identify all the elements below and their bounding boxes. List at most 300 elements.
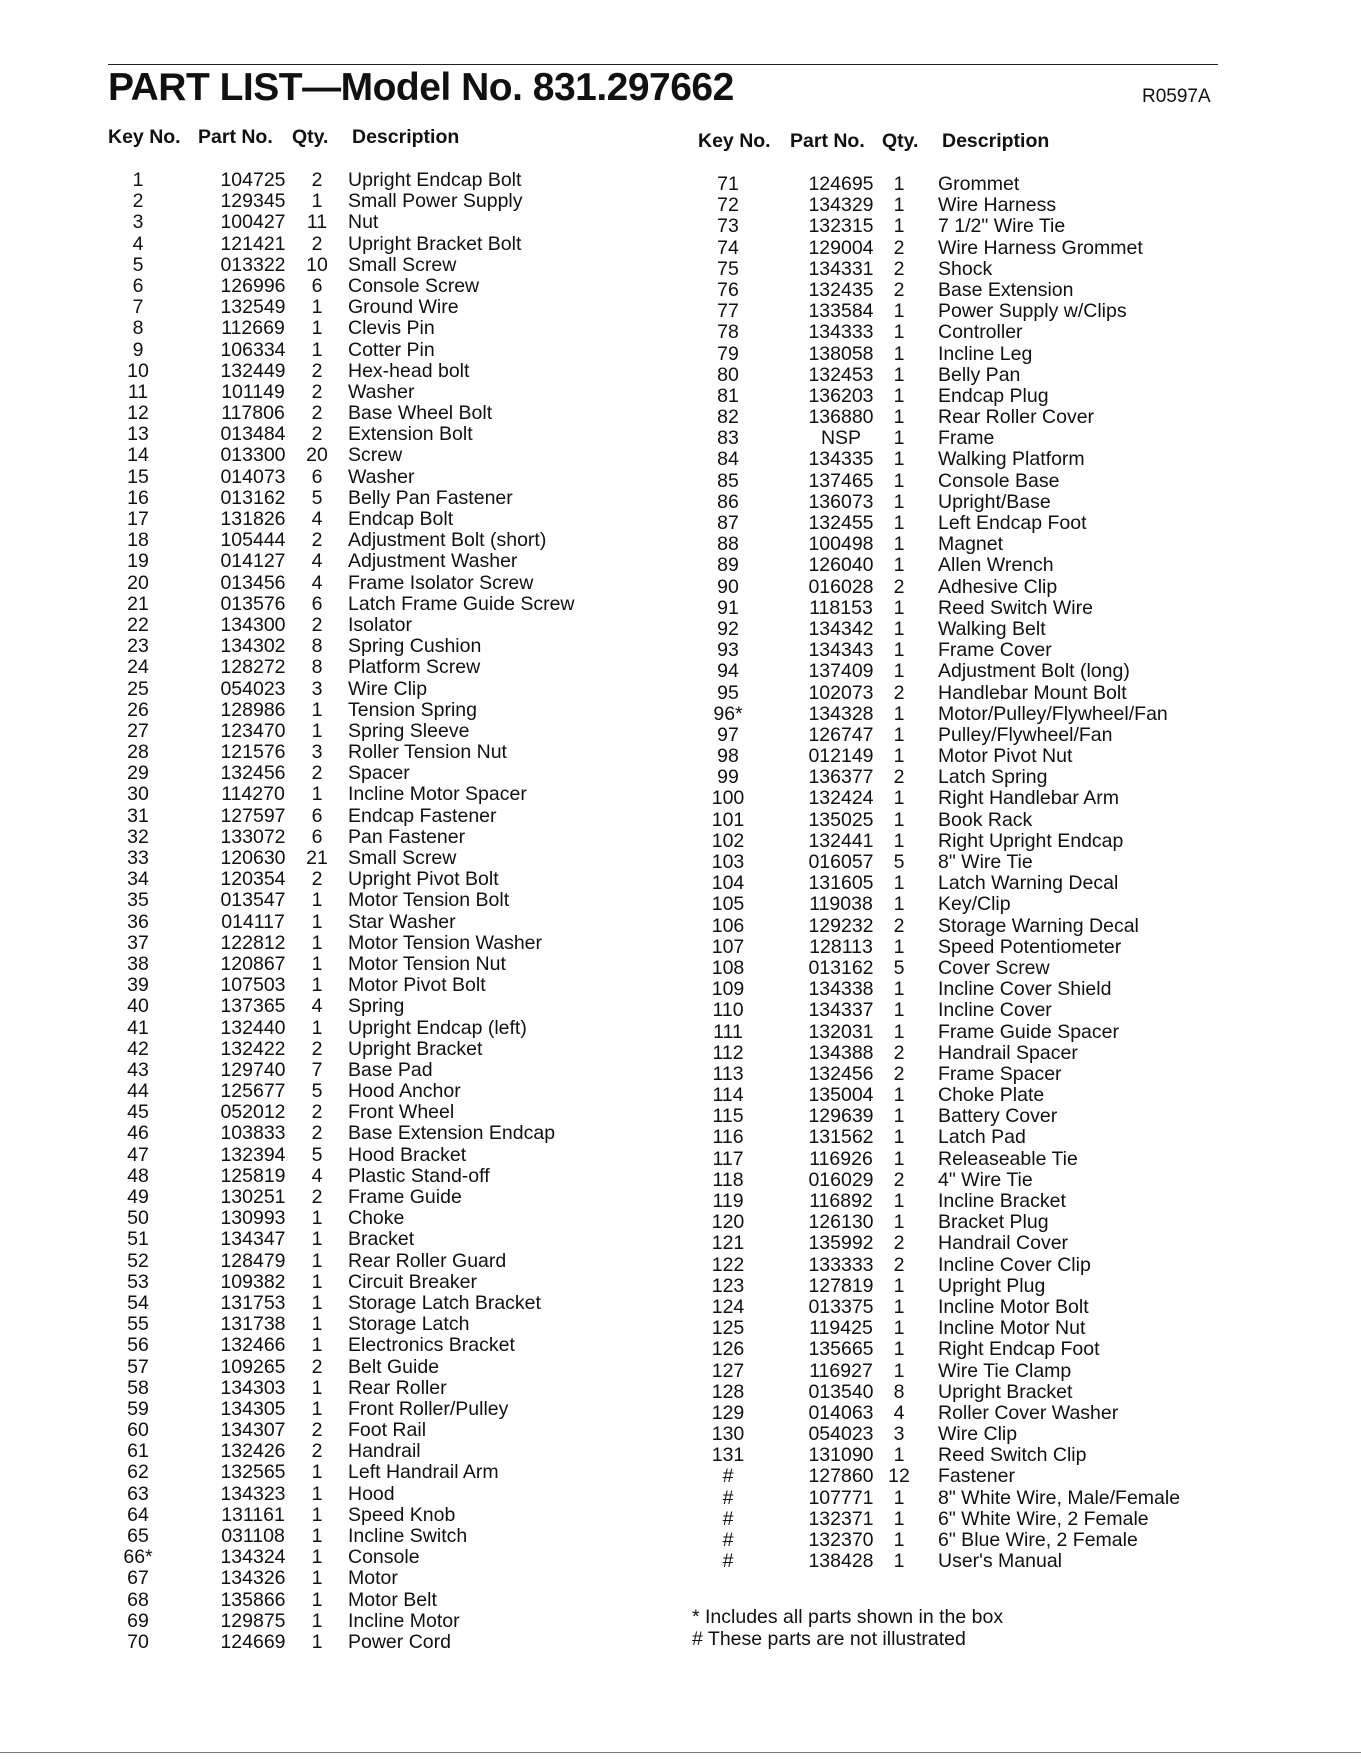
- part-no-cell: 116927: [809, 1359, 873, 1382]
- qty-cell: 1: [893, 745, 905, 768]
- part-no-cell: 132371: [808, 1507, 874, 1530]
- qty-cell: 4: [311, 995, 323, 1018]
- part-no-cell: 106334: [220, 338, 286, 361]
- key-no-cell: 32: [127, 825, 149, 848]
- part-no-cell: 107503: [220, 974, 286, 997]
- qty-cell: 1: [893, 1550, 905, 1573]
- qty-cell: 5: [893, 851, 905, 873]
- key-no-cell: 88: [717, 533, 739, 556]
- part-no-cell: 126040: [808, 554, 874, 577]
- description-cell: Console Screw: [348, 274, 480, 297]
- part-no-cell: 101149: [221, 380, 285, 403]
- key-no-cell: 47: [127, 1143, 149, 1166]
- qty-cell: 1: [893, 215, 905, 238]
- key-no-cell: 80: [717, 363, 739, 386]
- part-no-cell: 054023: [220, 677, 286, 700]
- key-no-cell: 124: [711, 1295, 745, 1318]
- qty-cell: 8: [311, 656, 323, 679]
- description-cell: Right Endcap Foot: [938, 1338, 1100, 1361]
- description-cell: Nut: [348, 211, 379, 234]
- key-no-cell: 31: [127, 804, 149, 827]
- part-no-cell: 131090: [808, 1444, 874, 1467]
- part-no-cell: 119425: [809, 1317, 873, 1340]
- key-no-cell: 102: [711, 829, 745, 852]
- part-no-cell: 121576: [220, 741, 286, 764]
- description-cell: Tension Spring: [348, 698, 477, 721]
- part-no-cell: 107771: [808, 1486, 874, 1509]
- key-no-cell: 96*: [713, 702, 743, 725]
- part-no-cell: 127597: [220, 804, 286, 827]
- qty-cell: 2: [311, 613, 323, 636]
- part-no-cell: 109265: [220, 1355, 286, 1378]
- description-cell: Extension Bolt: [348, 423, 473, 446]
- key-no-cell: 27: [127, 719, 149, 742]
- key-no-cell: 4: [132, 232, 144, 255]
- description-cell: Choke: [348, 1207, 405, 1230]
- part-no-cell: 134343: [808, 639, 874, 662]
- qty-cell: 2: [893, 1062, 905, 1085]
- key-no-cell: 30: [127, 783, 149, 806]
- key-no-cell: 1: [132, 169, 144, 191]
- description-cell: Motor Tension Bolt: [348, 889, 510, 912]
- description-cell: Plastic Stand-off: [348, 1164, 490, 1187]
- qty-cell: 2: [311, 1419, 323, 1442]
- description-cell: Console Base: [938, 469, 1060, 492]
- part-no-cell: 132456: [808, 1062, 874, 1085]
- description-cell: Left Endcap Foot: [938, 512, 1087, 534]
- qty-cell: 1: [893, 533, 905, 556]
- description-cell: Speed Potentiometer: [938, 935, 1122, 958]
- description-cell: Spring: [348, 995, 405, 1018]
- description-cell: Adjustment Bolt (long): [938, 660, 1130, 683]
- part-no-cell: 136880: [808, 406, 874, 429]
- key-no-cell: 71: [717, 173, 739, 195]
- key-no-cell: 55: [127, 1313, 149, 1336]
- key-no-cell: 21: [127, 592, 149, 615]
- key-no-cell: 99: [717, 766, 739, 789]
- part-no-cell: 124669: [220, 1630, 286, 1653]
- key-no-cell: 37: [127, 931, 149, 954]
- qty-cell: 1: [311, 1546, 323, 1569]
- description-cell: Incline Bracket: [938, 1190, 1066, 1212]
- key-no-cell: 51: [127, 1228, 149, 1251]
- part-no-cell: 132315: [808, 215, 874, 238]
- description-cell: Incline Cover Shield: [938, 978, 1112, 1001]
- part-no-cell: 100498: [808, 533, 874, 556]
- part-no-cell: 129232: [808, 914, 874, 937]
- qty-cell: 1: [893, 639, 905, 662]
- qty-cell: 4: [893, 1401, 905, 1424]
- description-cell: 8" Wire Tie: [938, 851, 1033, 873]
- key-no-cell: 28: [127, 741, 149, 764]
- part-no-cell: 054023: [808, 1423, 874, 1446]
- key-no-cell: 24: [127, 656, 149, 679]
- part-no-cell: 132031: [808, 1020, 874, 1043]
- part-no-cell: 134335: [808, 448, 874, 471]
- key-no-cell: 90: [717, 575, 739, 598]
- key-no-cell: 35: [127, 889, 149, 912]
- part-no-cell: 134331: [808, 257, 874, 280]
- qty-cell: 7: [311, 1058, 323, 1081]
- key-no-cell: 92: [717, 617, 739, 640]
- description-cell: Base Pad: [348, 1058, 433, 1081]
- part-no-cell: 013456: [220, 571, 286, 594]
- part-no-cell: 134329: [808, 194, 874, 217]
- qty-cell: 5: [311, 1143, 323, 1166]
- qty-cell: 2: [893, 575, 905, 598]
- qty-cell: 1: [311, 910, 323, 933]
- description-cell: Reed Switch Clip: [938, 1444, 1087, 1467]
- qty-cell: 1: [893, 194, 905, 217]
- qty-cell: 2: [893, 278, 905, 301]
- qty-cell: 6: [311, 804, 323, 827]
- description-cell: Base Extension: [938, 278, 1074, 301]
- part-no-cell: 120867: [220, 952, 286, 975]
- part-no-cell: 052012: [220, 1101, 286, 1124]
- qty-cell: 2: [311, 169, 323, 191]
- description-cell: Adjustment Bolt (short): [348, 529, 547, 552]
- part-no-cell: 125677: [220, 1080, 286, 1103]
- key-no-cell: 10: [127, 359, 149, 382]
- qty-cell: 2: [311, 1186, 323, 1208]
- description-cell: Wire Harness: [938, 194, 1057, 217]
- qty-cell: 1: [893, 1295, 905, 1318]
- key-no-cell: 110: [712, 999, 744, 1022]
- qty-cell: 1: [893, 702, 905, 725]
- key-no-cell: 76: [717, 278, 739, 301]
- part-no-cell: 134333: [808, 321, 874, 344]
- description-cell: Frame Spacer: [938, 1062, 1062, 1085]
- qty-cell: 1: [893, 829, 905, 852]
- key-no-cell: 61: [127, 1440, 149, 1463]
- part-no-cell: 016029: [808, 1168, 874, 1191]
- description-cell: Power Supply w/Clips: [938, 300, 1127, 323]
- description-cell: Adhesive Clip: [938, 575, 1058, 598]
- part-no-cell: 114270: [221, 783, 285, 806]
- part-no-cell: 131562: [808, 1126, 874, 1149]
- key-no-cell: 14: [127, 444, 149, 467]
- key-no-cell: 2: [132, 190, 144, 213]
- part-no-cell: 013300: [220, 444, 286, 467]
- part-no-cell: 135866: [220, 1588, 286, 1611]
- key-no-cell: 15: [127, 465, 149, 488]
- part-no-cell: 132435: [808, 278, 874, 301]
- part-no-cell: 116926: [809, 1147, 873, 1170]
- qty-cell: 1: [893, 1211, 905, 1234]
- description-cell: Hood: [348, 1482, 395, 1505]
- qty-cell: 1: [893, 300, 905, 323]
- part-no-cell: 132549: [220, 296, 286, 319]
- description-cell: Hex-head bolt: [348, 359, 470, 382]
- part-no-cell: 137365: [220, 995, 286, 1018]
- description-cell: Upright Endcap (left): [348, 1016, 527, 1039]
- key-no-cell: 52: [127, 1249, 149, 1272]
- key-no-cell: 82: [717, 406, 739, 429]
- description-cell: Base Wheel Bolt: [348, 402, 493, 425]
- part-no-cell: 128986: [220, 698, 286, 721]
- description-cell: Book Rack: [938, 808, 1033, 831]
- key-no-cell: 128: [711, 1380, 745, 1403]
- header-description: Description: [942, 130, 1050, 152]
- key-no-cell: 68: [127, 1588, 149, 1611]
- qty-cell: 2: [311, 1440, 323, 1463]
- qty-cell: 1: [893, 1020, 905, 1043]
- key-no-cell: 109: [711, 978, 745, 1001]
- part-no-cell: 132441: [808, 829, 874, 852]
- key-no-cell: #: [722, 1486, 734, 1509]
- part-no-cell: 131826: [220, 508, 286, 530]
- qty-cell: 1: [311, 296, 323, 319]
- part-no-cell: 013375: [808, 1295, 874, 1318]
- description-cell: Storage Latch: [348, 1313, 470, 1336]
- part-no-cell: 014117: [221, 910, 285, 933]
- part-no-cell: 117806: [221, 402, 285, 425]
- description-cell: Small Screw: [348, 847, 457, 869]
- key-no-cell: 16: [127, 486, 149, 509]
- description-cell: User's Manual: [938, 1550, 1063, 1573]
- key-no-cell: 127: [711, 1359, 745, 1382]
- description-cell: Motor/Pulley/Flywheel/Fan: [938, 702, 1168, 725]
- description-cell: Spring Sleeve: [348, 719, 470, 742]
- qty-cell: 2: [311, 423, 323, 446]
- qty-cell: 4: [311, 550, 323, 573]
- key-no-cell: 38: [127, 952, 149, 975]
- key-no-cell: 81: [717, 384, 739, 407]
- key-no-cell: 19: [127, 550, 149, 573]
- key-no-cell: 17: [127, 508, 149, 530]
- top-rule: [108, 64, 1218, 65]
- description-cell: Cotter Pin: [348, 338, 435, 361]
- key-no-cell: 66*: [123, 1546, 153, 1569]
- description-cell: Frame Guide: [348, 1186, 462, 1208]
- description-cell: Incline Motor Spacer: [348, 783, 527, 806]
- qty-cell: 1: [893, 1147, 905, 1170]
- qty-cell: 3: [893, 1423, 905, 1446]
- key-no-cell: 107: [711, 935, 745, 958]
- key-no-cell: 123: [711, 1274, 745, 1297]
- qty-cell: 5: [893, 956, 905, 979]
- key-no-cell: 43: [127, 1058, 149, 1081]
- key-no-cell: 54: [127, 1291, 149, 1314]
- qty-cell: 1: [311, 1588, 323, 1611]
- key-no-cell: 95: [717, 681, 739, 704]
- part-no-cell: 109382: [220, 1270, 286, 1293]
- qty-cell: 1: [893, 978, 905, 1001]
- description-cell: Wire Tie Clamp: [938, 1359, 1072, 1382]
- qty-cell: 1: [893, 1317, 905, 1340]
- description-cell: Wire Clip: [938, 1423, 1018, 1446]
- part-no-cell: 134347: [220, 1228, 286, 1251]
- description-cell: Pulley/Flywheel/Fan: [938, 723, 1113, 746]
- qty-cell: 1: [893, 1507, 905, 1530]
- part-no-cell: 135992: [808, 1232, 874, 1255]
- part-no-cell: 132394: [220, 1143, 286, 1166]
- part-no-cell: 129004: [808, 236, 874, 259]
- key-no-cell: 74: [717, 236, 739, 259]
- description-cell: Washer: [348, 380, 415, 403]
- qty-cell: 2: [311, 1355, 323, 1378]
- key-no-cell: 60: [127, 1419, 149, 1442]
- footnote-hash: # These parts are not illustrated: [692, 1628, 966, 1650]
- description-cell: Bracket: [348, 1228, 415, 1251]
- description-cell: Front Wheel: [348, 1101, 455, 1124]
- key-no-cell: 87: [717, 512, 739, 534]
- key-no-cell: 105: [711, 893, 745, 916]
- part-no-cell: 132440: [220, 1016, 286, 1039]
- description-cell: Wire Harness Grommet: [938, 236, 1143, 259]
- key-no-cell: 89: [717, 554, 739, 577]
- qty-cell: 1: [311, 1016, 323, 1039]
- key-no-cell: #: [722, 1465, 734, 1488]
- description-cell: Incline Motor Nut: [938, 1317, 1086, 1340]
- qty-cell: 1: [311, 1291, 323, 1314]
- part-no-cell: 132370: [808, 1529, 874, 1551]
- description-cell: Incline Cover: [938, 999, 1052, 1022]
- description-cell: Storage Warning Decal: [938, 914, 1139, 937]
- part-no-cell: 119038: [809, 893, 873, 916]
- description-cell: Motor Tension Washer: [348, 931, 543, 954]
- key-no-cell: 131: [711, 1444, 745, 1467]
- qty-cell: 2: [311, 380, 323, 403]
- description-cell: Wire Clip: [348, 677, 428, 700]
- description-cell: Spacer: [348, 762, 410, 785]
- key-no-cell: 112: [712, 1041, 744, 1064]
- header-description: Description: [352, 126, 460, 148]
- description-cell: Foot Rail: [348, 1419, 427, 1442]
- page-title: PART LIST—Model No. 831.297662: [108, 66, 734, 109]
- key-no-cell: 118: [712, 1168, 744, 1191]
- qty-cell: 2: [893, 1253, 905, 1276]
- key-no-cell: 44: [127, 1080, 149, 1103]
- key-no-cell: 85: [717, 469, 739, 492]
- qty-cell: 2: [893, 1168, 905, 1191]
- key-no-cell: 67: [127, 1567, 149, 1590]
- part-no-cell: 136073: [808, 490, 874, 513]
- qty-cell: 2: [311, 232, 323, 255]
- part-no-cell: 131753: [220, 1291, 286, 1314]
- key-no-cell: 113: [712, 1062, 744, 1085]
- part-no-cell: 105444: [220, 529, 286, 552]
- description-cell: Handrail Cover: [938, 1232, 1069, 1255]
- description-cell: Right Upright Endcap: [938, 829, 1124, 852]
- qty-cell: 1: [893, 512, 905, 534]
- part-no-cell: 134303: [220, 1376, 286, 1399]
- qty-cell: 1: [311, 698, 323, 721]
- qty-cell: 1: [311, 1313, 323, 1336]
- qty-cell: 10: [306, 253, 328, 276]
- key-no-cell: 69: [127, 1609, 149, 1632]
- key-no-cell: 3: [132, 211, 144, 234]
- description-cell: 8" White Wire, Male/Female: [938, 1486, 1181, 1509]
- description-cell: Circuit Breaker: [348, 1270, 477, 1293]
- description-cell: Controller: [938, 321, 1023, 344]
- key-no-cell: 106: [711, 914, 745, 937]
- header-qty: Qty.: [292, 126, 329, 148]
- description-cell: Grommet: [938, 173, 1020, 195]
- part-no-cell: 135004: [808, 1084, 874, 1107]
- description-cell: Roller Tension Nut: [348, 741, 507, 764]
- description-cell: Front Roller/Pulley: [348, 1397, 509, 1420]
- part-no-cell: 128272: [220, 656, 286, 679]
- key-no-cell: 108: [711, 956, 745, 979]
- part-no-cell: 102073: [808, 681, 874, 704]
- qty-cell: 11: [306, 211, 328, 234]
- key-no-cell: 49: [127, 1186, 149, 1208]
- qty-cell: 2: [893, 1232, 905, 1255]
- qty-cell: 1: [311, 1207, 323, 1230]
- part-no-cell: 135025: [808, 808, 874, 831]
- key-no-cell: 48: [127, 1164, 149, 1187]
- key-no-cell: 29: [127, 762, 149, 785]
- qty-cell: 1: [311, 1630, 323, 1653]
- description-cell: Latch Warning Decal: [938, 872, 1119, 895]
- qty-cell: 4: [311, 508, 323, 530]
- qty-cell: 1: [311, 931, 323, 954]
- part-no-cell: 129639: [808, 1105, 874, 1128]
- key-no-cell: 18: [127, 529, 149, 552]
- qty-cell: 12: [888, 1465, 910, 1488]
- qty-cell: 2: [311, 529, 323, 552]
- part-no-cell: 135665: [808, 1338, 874, 1361]
- part-no-cell: 112669: [221, 317, 285, 340]
- description-cell: Rear Roller: [348, 1376, 447, 1399]
- qty-cell: 1: [893, 384, 905, 407]
- part-no-cell: 014063: [808, 1401, 874, 1424]
- description-cell: Small Screw: [348, 253, 457, 276]
- key-no-cell: 75: [717, 257, 739, 280]
- key-no-cell: 20: [127, 571, 149, 594]
- qty-cell: 1: [893, 1486, 905, 1509]
- key-no-cell: 114: [712, 1084, 744, 1107]
- header-key-no: Key No.: [698, 130, 771, 152]
- qty-cell: 6: [311, 274, 323, 297]
- qty-cell: 1: [893, 1105, 905, 1128]
- part-no-cell: 120630: [220, 847, 286, 869]
- description-cell: Bracket Plug: [938, 1211, 1049, 1234]
- key-no-cell: 73: [717, 215, 739, 238]
- qty-cell: 6: [311, 592, 323, 615]
- description-cell: Storage Latch Bracket: [348, 1291, 541, 1314]
- part-no-cell: 120354: [220, 868, 286, 891]
- description-cell: Hood Bracket: [348, 1143, 467, 1166]
- part-no-cell: 136377: [808, 766, 874, 789]
- qty-cell: 8: [893, 1380, 905, 1403]
- key-no-cell: 104: [711, 872, 745, 895]
- header-qty: Qty.: [882, 130, 919, 152]
- part-no-cell: 122812: [220, 931, 286, 954]
- part-no-cell: 133584: [808, 300, 874, 323]
- part-no-cell: 014127: [220, 550, 286, 573]
- qty-cell: 6: [311, 825, 323, 848]
- part-no-cell: 127860: [808, 1465, 874, 1488]
- part-no-cell: 132565: [220, 1461, 286, 1484]
- description-cell: Belt Guide: [348, 1355, 440, 1378]
- part-no-cell: 134326: [220, 1567, 286, 1590]
- description-cell: Endcap Plug: [938, 384, 1049, 407]
- description-cell: Motor Pivot Bolt: [348, 974, 486, 997]
- qty-cell: 1: [893, 1444, 905, 1467]
- description-cell: Upright Bracket: [938, 1380, 1073, 1403]
- key-no-cell: #: [722, 1529, 734, 1551]
- part-no-cell: 131161: [221, 1503, 285, 1526]
- part-no-cell: 128113: [809, 935, 873, 958]
- key-no-cell: 97: [717, 723, 739, 746]
- part-no-cell: 129875: [220, 1609, 286, 1632]
- qty-cell: 1: [311, 1376, 323, 1399]
- description-cell: Clevis Pin: [348, 317, 435, 340]
- qty-cell: 2: [311, 1037, 323, 1060]
- key-no-cell: 5: [132, 253, 144, 276]
